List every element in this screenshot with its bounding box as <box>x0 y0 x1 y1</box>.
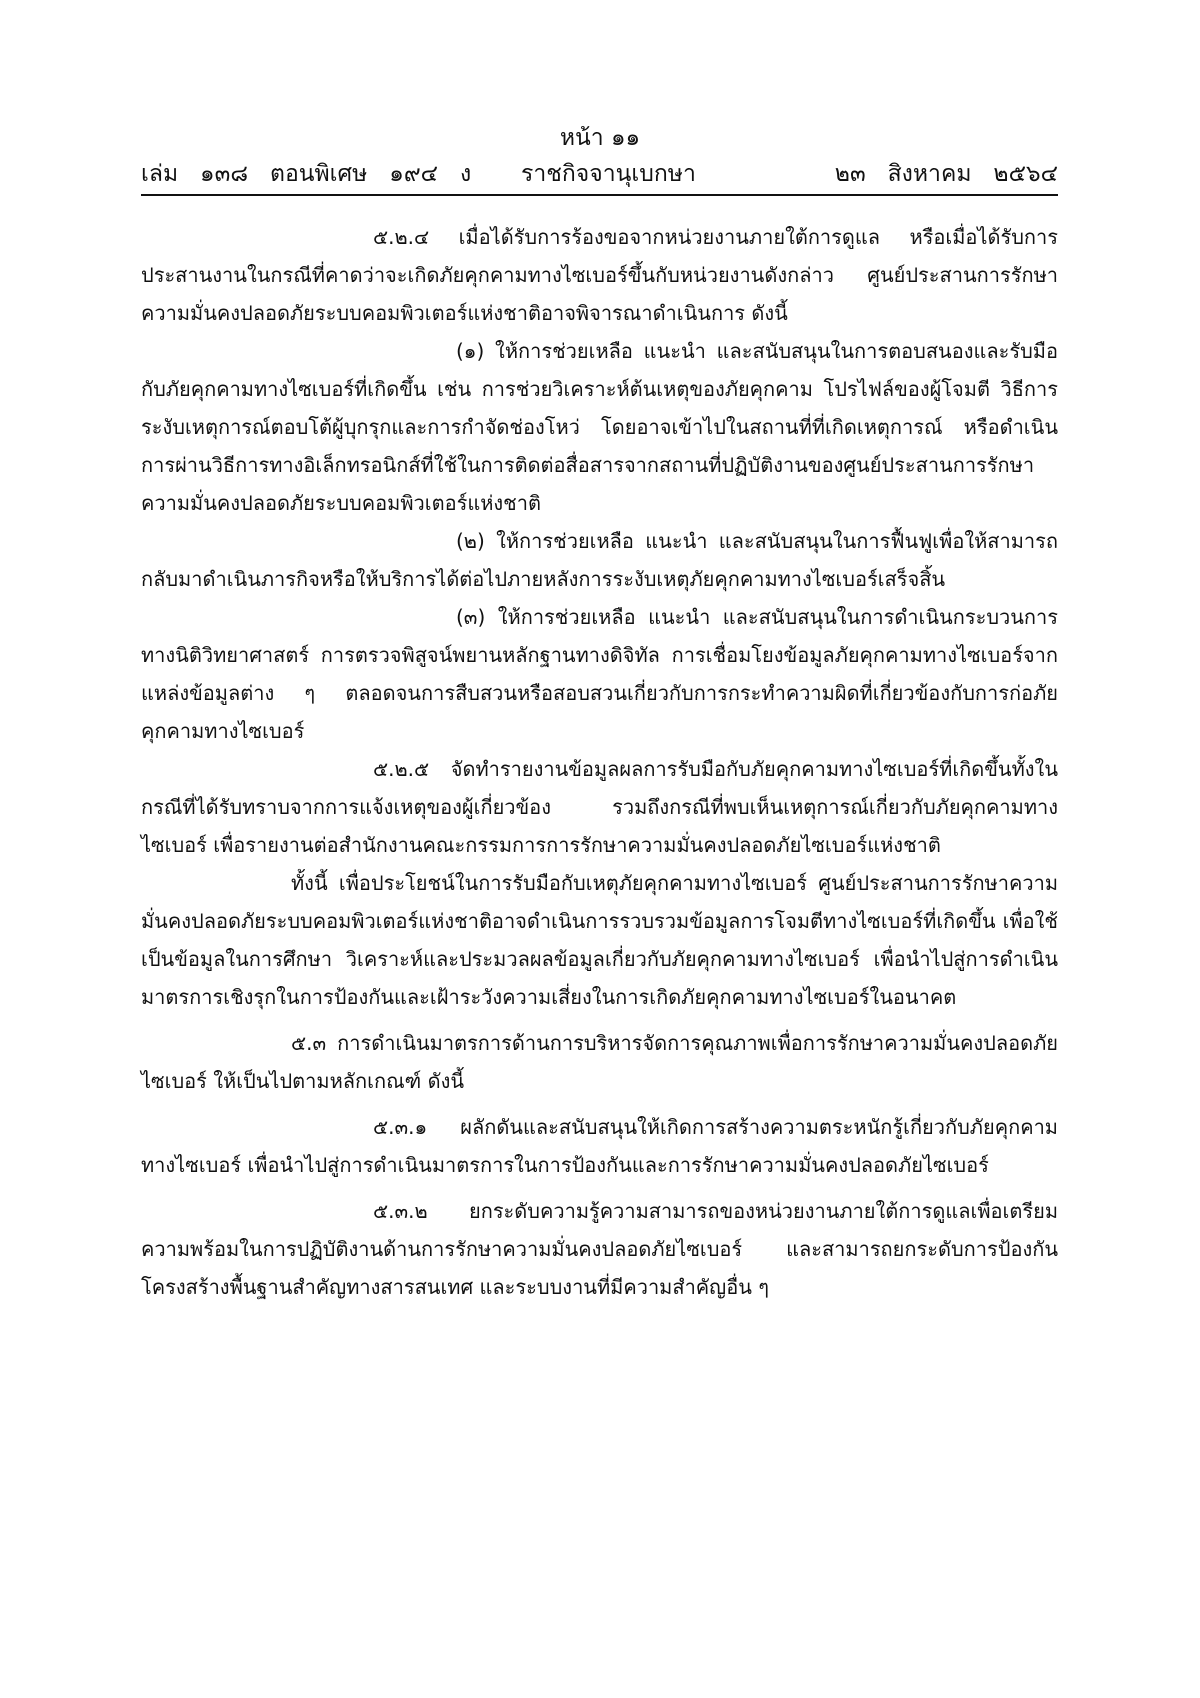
clause-5-2-4: ๕.๒.๔ เมื่อได้รับการร้องขอจากหน่วยงานภายใต้การดูแล หรือเมื่อได้รับการประสานงานในกรณีที่คาดว่าจะเกิดภัยคุกคามทางไซเบอร์ขึ้นกับหน่วยงานดังกล่าว ศูนย์ประสานการรักษาความมั่นคงปลอดภัยระบบคอมพิวเตอร์แห่งชาติอาจพิจารณาดำเนินการ ดังนี้ <box>141 225 1058 325</box>
publication-date: ๒๓ สิงหาคม ๒๕๖๔ <box>834 161 1058 187</box>
volume-issue: เล่ม ๑๓๘ ตอนพิเศษ ๑๙๔ ง <box>141 161 472 187</box>
clause-5-2-4-item-3: (๓) ให้การช่วยเหลือ แนะนำ และสนับสนุนในการดำเนินกระบวนการทางนิติวิทยาศาสตร์ การตรวจพิสูจน์พยานหลักฐานทางดิจิทัล การเชื่อมโยงข้อมูลภัยคุกคามทางไซเบอร์จากแหล่งข้อมูลต่าง ๆ ตลอดจนการสืบสวนหรือสอบสวนเกี่ยวกับการกระทำความผิดที่เกี่ยวข้องกับการก่อภัยคุกคามทางไซเบอร์ <box>141 605 1058 743</box>
clause-5-3-1: ๕.๓.๑ ผลักดันและสนับสนุนให้เกิดการสร้างความตระหนักรู้เกี่ยวกับภัยคุกคามทางไซเบอร์ เพื่อนำไปสู่การดำเนินมาตรการในการป้องกันและการรักษาความมั่นคงปลอดภัยไซเบอร์ <box>141 1115 1058 1177</box>
clause-5-3: ๕.๓ การดำเนินมาตรการด้านการบริหารจัดการคุณภาพเพื่อการรักษาความมั่นคงปลอดภัยไซเบอร์ ให้เป็นไปตามหลักเกณฑ์ ดังนี้ <box>141 1031 1058 1093</box>
document-body <box>141 218 1058 1306</box>
page-number: หน้า ๑๑ <box>559 125 641 151</box>
clause-5-2-4-item-1: (๑) ให้การช่วยเหลือ แนะนำ และสนับสนุนในการตอบสนองและรับมือกับภัยคุกคามทางไซเบอร์ที่เกิดขึ้น เช่น การช่วยวิเคราะห์ต้นเหตุของภัยคุกคาม โปรไฟล์ของผู้โจมตี วิธีการระงับเหตุการณ์ตอบโต้ผู้บุกรุกและการกำจัดช่องโหว่ โดยอาจเข้าไปในสถานที่ที่เกิดเหตุการณ์ หรือดำเนินการผ่านวิธีการทางอิเล็กทรอนิกส์ที่ใช้ในการติดต่อสื่อสารจากสถานที่ปฏิบัติงานของศูนย์ประสานการรักษาความมั่นคงปลอดภัยระบบคอมพิวเตอร์แห่งชาติ <box>141 339 1058 515</box>
header-divider <box>141 194 1058 196</box>
gazette-name: ราชกิจจานุเบกษา <box>521 161 696 187</box>
clause-5-2-4-item-2: (๒) ให้การช่วยเหลือ แนะนำ และสนับสนุนในการฟื้นฟูเพื่อให้สามารถกลับมาดำเนินภารกิจหรือให้บริการได้ต่อไปภายหลังการระงับเหตุภัยคุกคามทางไซเบอร์เสร็จสิ้น <box>141 529 1058 591</box>
clause-5-2-5: ๕.๒.๕ จัดทำรายงานข้อมูลผลการรับมือกับภัยคุกคามทางไซเบอร์ที่เกิดขึ้นทั้งในกรณีที่ได้รับทราบจากการแจ้งเหตุของผู้เกี่ยวข้อง รวมถึงกรณีที่พบเห็นเหตุการณ์เกี่ยวกับภัยคุกคามทางไซเบอร์ เพื่อรายงานต่อสำนักงานคณะกรรมการการรักษาความมั่นคงปลอดภัยไซเบอร์แห่งชาติ <box>141 757 1058 857</box>
running-header <box>141 156 1058 192</box>
clause-note: ทั้งนี้ เพื่อประโยชน์ในการรับมือกับเหตุภัยคุกคามทางไซเบอร์ ศูนย์ประสานการรักษาความมั่นคงปลอดภัยระบบคอมพิวเตอร์แห่งชาติอาจดำเนินการรวบรวมข้อมูลการโจมตีทางไซเบอร์ที่เกิดขึ้น เพื่อใช้เป็นข้อมูลในการศึกษา วิเคราะห์และประมวลผลข้อมูลเกี่ยวกับภัยคุกคามทางไซเบอร์ เพื่อนำไปสู่การดำเนินมาตรการเชิงรุกในการป้องกันและเฝ้าระวังความเสี่ยงในการเกิดภัยคุกคามทางไซเบอร์ในอนาคต <box>141 871 1058 1009</box>
clause-5-3-2: ๕.๓.๒ ยกระดับความรู้ความสามารถของหน่วยงานภายใต้การดูแลเพื่อเตรียมความพร้อมในการปฏิบัติงานด้านการรักษาความมั่นคงปลอดภัยไซเบอร์ และสามารถยกระดับการป้องกันโครงสร้างพื้นฐานสำคัญทางสารสนเทศ และระบบงานที่มีความสำคัญอื่น ๆ <box>141 1199 1058 1299</box>
